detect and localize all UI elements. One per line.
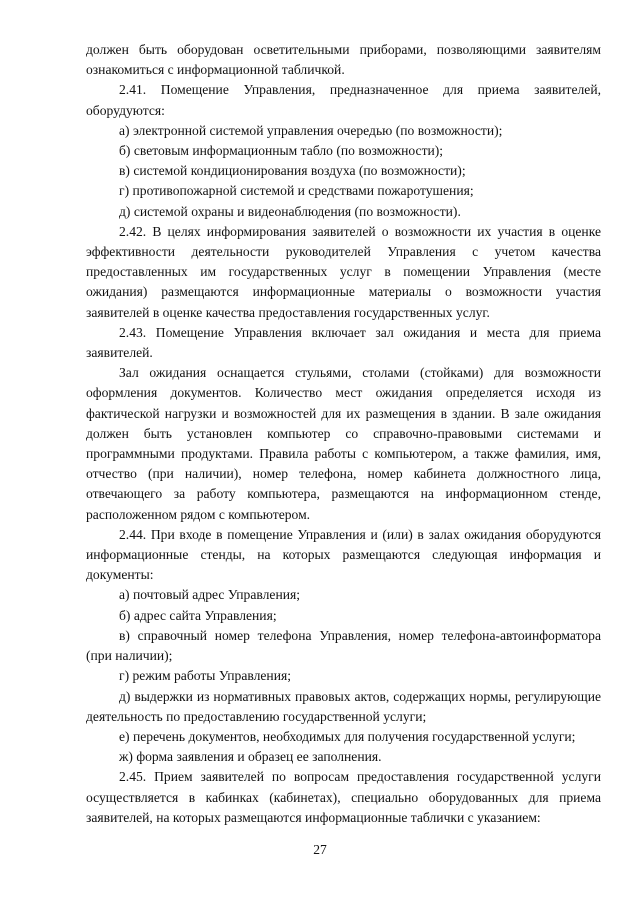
list-item-zh-2: ж) форма заявления и образец ее заполнения. — [119, 749, 382, 765]
page-number: 27 — [313, 842, 327, 857]
list-item-d: д) системой охраны и видеонаблюдения (по возможности). — [119, 203, 461, 219]
paragraph-2-41: 2.41. Помещение Управления, предназначенное для приема заявителей, оборудуются: — [86, 82, 601, 118]
paragraph-2-45: 2.45. Прием заявителей по вопросам предоставления государственной услуги осуществляется в кабинках (кабинетах), специально оборудованных для приема заявителей, на которых размещаются информационные таблички с указанием: — [86, 769, 601, 825]
list-item-a-2: а) почтовый адрес Управления; — [119, 587, 301, 603]
list-item-b: б) световым информационным табло (по возможности); — [119, 143, 444, 159]
list-item-d-2: д) выдержки из нормативных правовых актов, содержащих нормы, регулирующие деятельность по предоставлению государственной услуги; — [86, 688, 601, 724]
list-item-b-2: б) адрес сайта Управления; — [119, 607, 277, 623]
paragraph-continuation: должен быть оборудован осветительными приборами, позволяющими заявителям ознакомиться с информационной табличкой. — [86, 42, 601, 78]
list-item-g: г) противопожарной системой и средствами пожаротушения; — [119, 183, 474, 199]
list-item-v-2: в) справочный номер телефона Управления, номер телефона-автоинформатора (при наличии); — [86, 627, 601, 664]
list-item-e-2: е) перечень документов, необходимых для получения государственной услуги; — [119, 728, 576, 744]
list-item-a: а) электронной системой управления очередью (по возможности); — [119, 122, 503, 138]
list-item-v: в) системой кондиционирования воздуха (по возможности); — [119, 163, 466, 179]
document-page — [86, 40, 601, 828]
paragraph-2-44: 2.44. При входе в помещение Управления и (или) в залах ожидания оборудуются информационные стенды, на которых размещаются следующая информация и документы: — [86, 526, 601, 583]
paragraph-waiting-room: Зал ожидания оснащается стульями, столами (стойками) для возможности оформления документов. Количество мест ожидания определяется исходя из фактической нагрузки и возможностей для их размещения в здании. В зале ожидания должен быть установлен компьютер со справочно-правовыми системами и программными продуктами. Правила работы с компьютером, а также фамилия, имя, отчество (при наличии), номер телефона, номер кабинета должностного лица, отвечающего за работу компьютера, размещаются на информационном стенде, расположенном рядом с компьютером. — [86, 365, 601, 522]
paragraph-2-43: 2.43. Помещение Управления включает зал ожидания и места для приема заявителей. — [86, 324, 601, 361]
list-item-g-2: г) режим работы Управления; — [119, 668, 292, 684]
paragraph-2-42: 2.42. В целях информирования заявителей о возможности их участия в оценке эффективности деятельности руководителей Управления с учетом качества предоставленных им государственных услуг в помещении Управления (месте ожидания) размещаются информационные материалы о возможности участия заявителей в оценке качества предоставления государственных услуг. — [86, 223, 601, 320]
